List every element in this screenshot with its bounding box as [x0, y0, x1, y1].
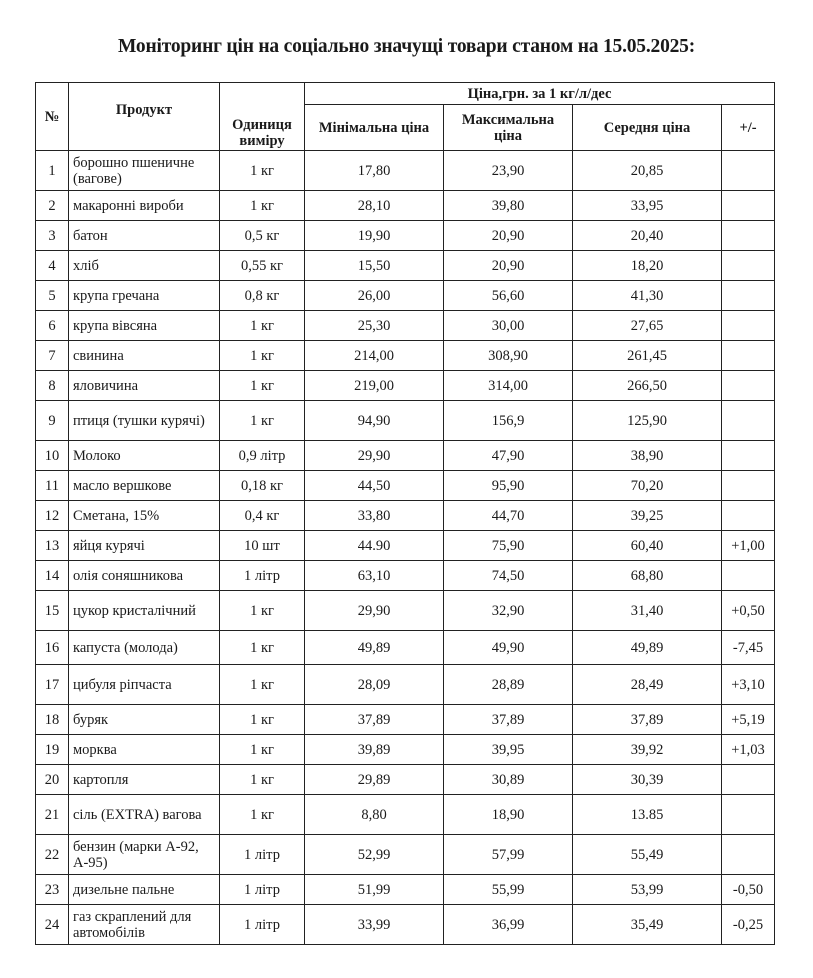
unit-of-measure: 1 кг — [220, 795, 305, 835]
header-avg-price: Середня ціна — [573, 105, 722, 151]
price-monitoring-table — [35, 82, 775, 945]
row-number: 15 — [36, 591, 69, 631]
avg-price: 53,99 — [573, 875, 722, 905]
unit-of-measure: 0,18 кг — [220, 471, 305, 501]
price-change — [722, 221, 775, 251]
product-name: макаронні вироби — [69, 191, 220, 221]
row-number: 20 — [36, 765, 69, 795]
table-row — [36, 665, 775, 705]
row-number: 18 — [36, 705, 69, 735]
min-price: 17,80 — [305, 151, 444, 191]
row-number: 11 — [36, 471, 69, 501]
avg-price: 20,40 — [573, 221, 722, 251]
avg-price: 39,92 — [573, 735, 722, 765]
avg-price: 28,49 — [573, 665, 722, 705]
header-number: № — [36, 83, 69, 151]
table-row — [36, 191, 775, 221]
avg-price: 41,30 — [573, 281, 722, 311]
price-change — [722, 795, 775, 835]
max-price: 28,89 — [444, 665, 573, 705]
product-name: капуста (молода) — [69, 631, 220, 665]
min-price: 33,80 — [305, 501, 444, 531]
table-row — [36, 281, 775, 311]
unit-of-measure: 1 кг — [220, 665, 305, 705]
min-price: 94,90 — [305, 401, 444, 441]
price-change — [722, 441, 775, 471]
table-row — [36, 835, 775, 875]
avg-price: 31,40 — [573, 591, 722, 631]
product-name: батон — [69, 221, 220, 251]
price-change — [722, 191, 775, 221]
unit-of-measure: 1 кг — [220, 341, 305, 371]
price-change — [722, 401, 775, 441]
table-row — [36, 631, 775, 665]
min-price: 214,00 — [305, 341, 444, 371]
table-row — [36, 531, 775, 561]
unit-of-measure: 0,9 літр — [220, 441, 305, 471]
header-price-group: Ціна,грн. за 1 кг/л/дес — [305, 83, 775, 105]
row-number: 3 — [36, 221, 69, 251]
price-change: +0,50 — [722, 591, 775, 631]
price-change — [722, 311, 775, 341]
product-name: борошно пшеничне (вагове) — [69, 151, 220, 191]
max-price: 20,90 — [444, 221, 573, 251]
max-price: 39,95 — [444, 735, 573, 765]
row-number: 7 — [36, 341, 69, 371]
product-name: сіль (EXTRA) вагова — [69, 795, 220, 835]
table-row — [36, 441, 775, 471]
max-price: 23,90 — [444, 151, 573, 191]
table-row — [36, 401, 775, 441]
max-price: 39,80 — [444, 191, 573, 221]
avg-price: 60,40 — [573, 531, 722, 561]
product-name: дизельне пальне — [69, 875, 220, 905]
max-price: 47,90 — [444, 441, 573, 471]
min-price: 37,89 — [305, 705, 444, 735]
unit-of-measure: 1 кг — [220, 631, 305, 665]
avg-price: 125,90 — [573, 401, 722, 441]
min-price: 49,89 — [305, 631, 444, 665]
avg-price: 13.85 — [573, 795, 722, 835]
row-number: 17 — [36, 665, 69, 705]
product-name: свинина — [69, 341, 220, 371]
product-name: картопля — [69, 765, 220, 795]
table-row — [36, 705, 775, 735]
min-price: 25,30 — [305, 311, 444, 341]
table-row — [36, 221, 775, 251]
avg-price: 38,90 — [573, 441, 722, 471]
table-row — [36, 905, 775, 945]
row-number: 4 — [36, 251, 69, 281]
row-number: 13 — [36, 531, 69, 561]
product-name: цибуля ріпчаста — [69, 665, 220, 705]
price-change — [722, 471, 775, 501]
avg-price: 39,25 — [573, 501, 722, 531]
row-number: 6 — [36, 311, 69, 341]
max-price: 55,99 — [444, 875, 573, 905]
row-number: 10 — [36, 441, 69, 471]
price-change — [722, 341, 775, 371]
unit-of-measure: 1 літр — [220, 835, 305, 875]
product-name: хліб — [69, 251, 220, 281]
unit-of-measure: 1 кг — [220, 765, 305, 795]
row-number: 12 — [36, 501, 69, 531]
unit-of-measure: 1 літр — [220, 905, 305, 945]
price-change: -0,50 — [722, 875, 775, 905]
product-name: масло вершкове — [69, 471, 220, 501]
product-name: цукор кристалічний — [69, 591, 220, 631]
row-number: 24 — [36, 905, 69, 945]
header-product: Продукт — [69, 83, 220, 151]
max-price: 36,99 — [444, 905, 573, 945]
unit-of-measure: 0,4 кг — [220, 501, 305, 531]
avg-price: 27,65 — [573, 311, 722, 341]
max-price: 308,90 — [444, 341, 573, 371]
avg-price: 261,45 — [573, 341, 722, 371]
max-price: 156,9 — [444, 401, 573, 441]
min-price: 63,10 — [305, 561, 444, 591]
table-row — [36, 591, 775, 631]
min-price: 26,00 — [305, 281, 444, 311]
price-change: +3,10 — [722, 665, 775, 705]
avg-price: 68,80 — [573, 561, 722, 591]
min-price: 19,90 — [305, 221, 444, 251]
unit-of-measure: 10 шт — [220, 531, 305, 561]
header-unit: Одиниця виміру — [220, 83, 305, 151]
price-change — [722, 765, 775, 795]
product-name: яловичина — [69, 371, 220, 401]
price-change — [722, 281, 775, 311]
unit-of-measure: 1 літр — [220, 875, 305, 905]
product-name: крупа гречана — [69, 281, 220, 311]
price-change — [722, 561, 775, 591]
avg-price: 70,20 — [573, 471, 722, 501]
avg-price: 30,39 — [573, 765, 722, 795]
unit-of-measure: 1 літр — [220, 561, 305, 591]
unit-of-measure: 1 кг — [220, 705, 305, 735]
price-change: +1,00 — [722, 531, 775, 561]
min-price: 52,99 — [305, 835, 444, 875]
min-price: 29,90 — [305, 591, 444, 631]
unit-of-measure: 1 кг — [220, 191, 305, 221]
table-row — [36, 795, 775, 835]
max-price: 20,90 — [444, 251, 573, 281]
avg-price: 33,95 — [573, 191, 722, 221]
min-price: 219,00 — [305, 371, 444, 401]
price-change — [722, 501, 775, 531]
min-price: 28,09 — [305, 665, 444, 705]
unit-of-measure: 0,5 кг — [220, 221, 305, 251]
price-change: +1,03 — [722, 735, 775, 765]
avg-price: 18,20 — [573, 251, 722, 281]
document-title: Моніторинг цін на соціально значущі товари станом на 15.05.2025: — [117, 36, 696, 57]
unit-of-measure: 1 кг — [220, 151, 305, 191]
price-change: -7,45 — [722, 631, 775, 665]
table-row — [36, 371, 775, 401]
row-number: 19 — [36, 735, 69, 765]
avg-price: 266,50 — [573, 371, 722, 401]
max-price: 49,90 — [444, 631, 573, 665]
product-name: Молоко — [69, 441, 220, 471]
max-price: 95,90 — [444, 471, 573, 501]
unit-of-measure: 0,55 кг — [220, 251, 305, 281]
row-number: 23 — [36, 875, 69, 905]
min-price: 28,10 — [305, 191, 444, 221]
avg-price: 37,89 — [573, 705, 722, 735]
table-row — [36, 251, 775, 281]
row-number: 9 — [36, 401, 69, 441]
price-change — [722, 835, 775, 875]
max-price: 44,70 — [444, 501, 573, 531]
min-price: 44,50 — [305, 471, 444, 501]
table-row — [36, 561, 775, 591]
product-name: яйця курячі — [69, 531, 220, 561]
product-name: птиця (тушки курячі) — [69, 401, 220, 441]
max-price: 74,50 — [444, 561, 573, 591]
row-number: 16 — [36, 631, 69, 665]
header-min-price: Мінімальна ціна — [305, 105, 444, 151]
table-row — [36, 311, 775, 341]
max-price: 56,60 — [444, 281, 573, 311]
row-number: 21 — [36, 795, 69, 835]
row-number: 14 — [36, 561, 69, 591]
product-name: газ скраплений для автомобілів — [69, 905, 220, 945]
table-row — [36, 735, 775, 765]
avg-price: 49,89 — [573, 631, 722, 665]
table-row — [36, 151, 775, 191]
row-number: 2 — [36, 191, 69, 221]
product-name: олія соняшникова — [69, 561, 220, 591]
min-price: 39,89 — [305, 735, 444, 765]
header-row-group — [36, 83, 775, 105]
table-row — [36, 765, 775, 795]
price-change — [722, 251, 775, 281]
unit-of-measure: 1 кг — [220, 311, 305, 341]
header-max-price: Максимальна ціна — [444, 105, 573, 151]
min-price: 8,80 — [305, 795, 444, 835]
unit-of-measure: 1 кг — [220, 401, 305, 441]
row-number: 8 — [36, 371, 69, 401]
unit-of-measure: 0,8 кг — [220, 281, 305, 311]
avg-price: 55,49 — [573, 835, 722, 875]
min-price: 29,89 — [305, 765, 444, 795]
unit-of-measure: 1 кг — [220, 735, 305, 765]
min-price: 51,99 — [305, 875, 444, 905]
avg-price: 20,85 — [573, 151, 722, 191]
max-price: 30,89 — [444, 765, 573, 795]
table-row — [36, 875, 775, 905]
table-row — [36, 341, 775, 371]
product-name: морква — [69, 735, 220, 765]
max-price: 314,00 — [444, 371, 573, 401]
table-row — [36, 471, 775, 501]
product-name: бензин (марки А-92, А-95) — [69, 835, 220, 875]
max-price: 32,90 — [444, 591, 573, 631]
max-price: 37,89 — [444, 705, 573, 735]
min-price: 33,99 — [305, 905, 444, 945]
min-price: 15,50 — [305, 251, 444, 281]
min-price: 44.90 — [305, 531, 444, 561]
max-price: 57,99 — [444, 835, 573, 875]
product-name: крупа вівсяна — [69, 311, 220, 341]
unit-of-measure: 1 кг — [220, 591, 305, 631]
row-number: 5 — [36, 281, 69, 311]
row-number: 1 — [36, 151, 69, 191]
avg-price: 35,49 — [573, 905, 722, 945]
unit-of-measure: 1 кг — [220, 371, 305, 401]
table-row — [36, 501, 775, 531]
row-number: 22 — [36, 835, 69, 875]
product-name: буряк — [69, 705, 220, 735]
price-change — [722, 371, 775, 401]
header-change: +/- — [722, 105, 775, 151]
price-change: -0,25 — [722, 905, 775, 945]
product-name: Сметана, 15% — [69, 501, 220, 531]
max-price: 75,90 — [444, 531, 573, 561]
max-price: 18,90 — [444, 795, 573, 835]
price-change — [722, 151, 775, 191]
min-price: 29,90 — [305, 441, 444, 471]
price-change: +5,19 — [722, 705, 775, 735]
max-price: 30,00 — [444, 311, 573, 341]
